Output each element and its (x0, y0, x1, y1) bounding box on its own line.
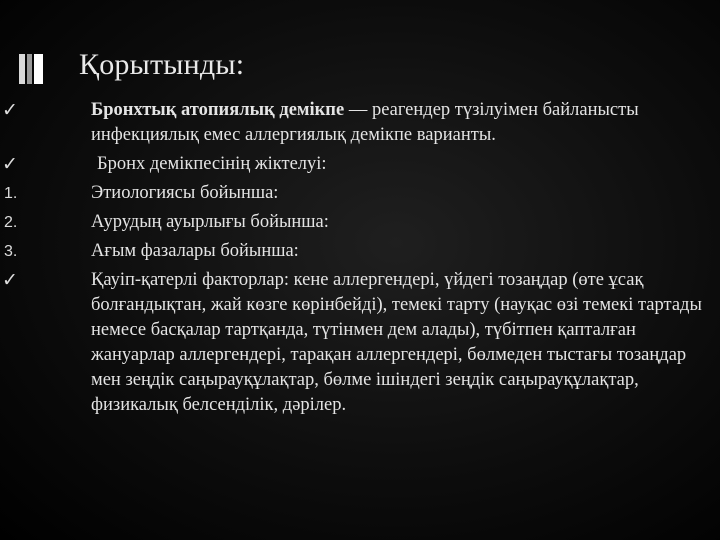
checkmark-icon: ✓ (2, 154, 18, 175)
list-item-text: Этиологиясы бойынша: (91, 183, 279, 203)
list-item-text (91, 98, 703, 148)
decorative-bars (19, 54, 45, 84)
list-item (0, 181, 720, 206)
list-item-text: Бронх демікпесінің жіктелуі: (97, 154, 327, 174)
list-item (0, 210, 720, 235)
list-item (0, 152, 720, 177)
decorative-bar (19, 54, 25, 84)
list-item (0, 268, 720, 418)
bullet-list (0, 98, 720, 422)
slide-title: Қорытынды: (79, 48, 245, 81)
list-item (0, 239, 720, 264)
checkmark-icon: ✓ (2, 270, 18, 291)
list-number: 2. (4, 214, 18, 231)
decorative-bar (27, 54, 32, 84)
list-item-text: Қауіп-қатерлі факторлар: кене аллергендері, үйдегі тозаңдар (өте ұсақ болғандықтан, жай көзге көрінбейді), темекі тарту (науқас өзі темекі тартады немесе басқалар тартқанда, түтінмен дем алады), түбітпен қапталған жануарлар аллергендері, тарақан аллергендері, бөлмеден тыстағы тозаңдар мен зеңдік саңырауқұлақтар, бөлме ішіндегі зеңдік саңырауқұлақтар, физикалық белсенділік, дәрілер. (91, 270, 702, 415)
term-definition: — реагендер түзілуімен байланысты инфекциялық емес аллергиялық демікпе варианты. (91, 100, 639, 145)
bold-term: Бронхтық атопиялық демікпе (91, 100, 345, 120)
checkmark-icon: ✓ (2, 100, 18, 121)
list-number: 3. (4, 243, 18, 260)
list-item (0, 98, 720, 148)
list-item-text: Ағым фазалары бойынша: (91, 241, 299, 261)
list-item-text: Аурудың ауырлығы бойынша: (91, 212, 329, 232)
list-number: 1. (4, 185, 18, 202)
decorative-bar (34, 54, 43, 84)
